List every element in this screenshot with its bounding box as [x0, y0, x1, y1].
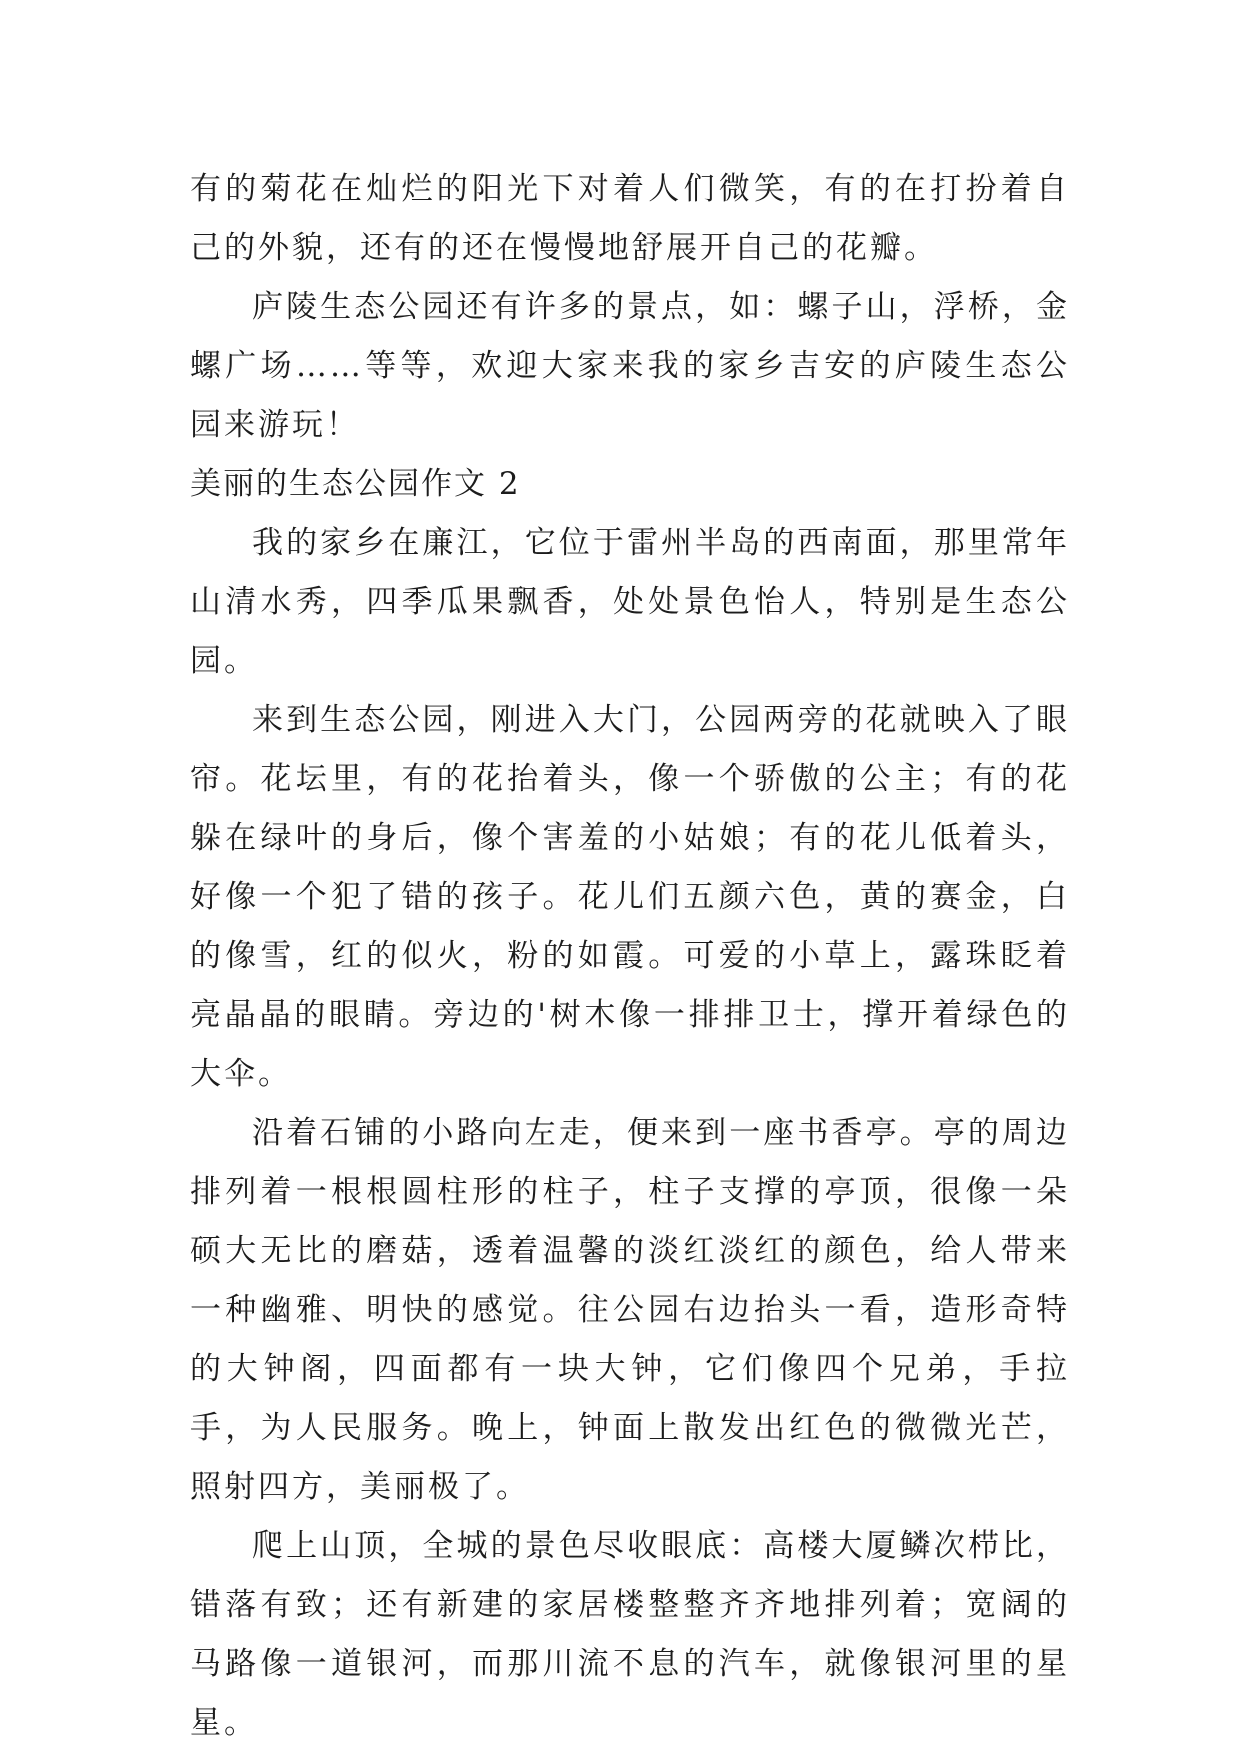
- section-title: 美丽的生态公园作文 2: [190, 466, 521, 502]
- document-page: [190, 160, 1070, 1753]
- paragraph-mountain-top: 爬上山顶，全城的景色尽收眼底：高楼大厦鳞次栉比，错落有致；还有新建的家居楼整整齐齐地排列着；宽阔的马路像一道银河，而那川流不息的汽车，就像银河里的星星。: [190, 1528, 1070, 1741]
- paragraph-pavilion: 沿着石铺的小路向左走，便来到一座书香亭。亭的周边排列着一根根圆柱形的柱子，柱子支撑的亭顶，很像一朵硕大无比的磨菇，透着温馨的淡红淡红的颜色，给人带来一种幽雅、明快的感觉。往公园右边抬头一看，造形奇特的大钟阁，四面都有一块大钟，它们像四个兄弟，手拉手，为人民服务。晚上，钟面上散发出红色的微微光芒，照射四方，美丽极了。: [190, 1115, 1070, 1505]
- paragraph-flowers: 来到生态公园，刚进入大门，公园两旁的花就映入了眼帘。花坛里，有的花抬着头，像一个骄傲的公主；有的花躲在绿叶的身后，像个害羞的小姑娘；有的花儿低着头，好像一个犯了错的孩子。花儿们五颜六色，黄的赛金，白的像雪，红的似火，粉的如霞。可爱的小草上，露珠眨着亮晶晶的眼睛。旁边的'树木像一排排卫士，撑开着绿色的大伞。: [190, 702, 1070, 1092]
- paragraph-chrysanthemum: 有的菊花在灿烂的阳光下对着人们微笑，有的在打扮着自己的外貌，还有的还在慢慢地舒展开自己的花瓣。: [190, 171, 1070, 266]
- paragraph-luling-park: 庐陵生态公园还有许多的景点，如：螺子山，浮桥，金螺广场……等等，欢迎大家来我的家乡吉安的庐陵生态公园来游玩！: [190, 289, 1070, 443]
- paragraph-hometown: 我的家乡在廉江，它位于雷州半岛的西南面，那里常年山清水秀，四季瓜果飘香，处处景色怡人，特别是生态公园。: [190, 525, 1070, 679]
